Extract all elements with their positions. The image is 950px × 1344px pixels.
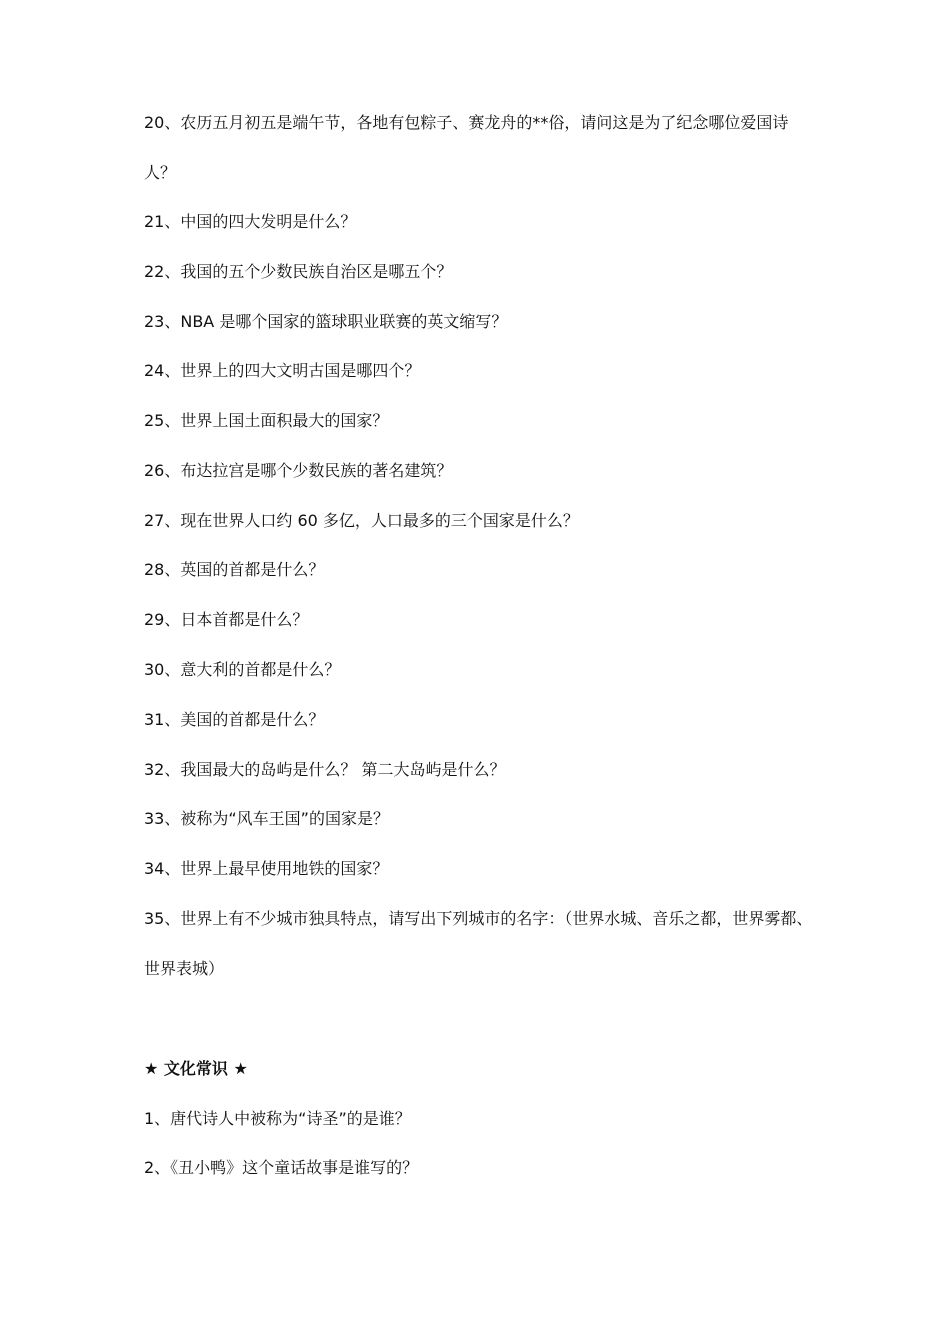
- question-28: 28、英国的首都是什么？: [144, 560, 325, 579]
- question-35: 35、世界上有不少城市独具特点，请写出下列城市的名字：（世界水城、音乐之都，世界雾都、世界表城）: [144, 909, 813, 978]
- question-culture-2: 2、《丑小鸭》这个童话故事是谁写的？: [144, 1158, 419, 1177]
- question-31: 31、美国的首都是什么？: [144, 710, 325, 729]
- question-24: 24、世界上的四大文明古国是哪四个？: [144, 361, 421, 380]
- question-32: 32、我国最大的岛屿是什么？ 第二大岛屿是什么？: [144, 760, 506, 779]
- question-20: 20、农历五月初五是端午节，各地有包粽子、赛龙舟的**俗，请问这是为了纪念哪位爱国诗人？: [144, 113, 789, 182]
- question-34: 34、世界上最早使用地铁的国家？: [144, 859, 389, 878]
- question-29: 29、日本首都是什么？: [144, 610, 309, 629]
- question-23: 23、NBA 是哪个国家的篮球职业联赛的英文缩写？: [144, 312, 508, 331]
- question-21: 21、中国的四大发明是什么？: [144, 212, 357, 231]
- question-27: 27、现在世界人口约 60 多亿，人口最多的三个国家是什么？: [144, 511, 579, 530]
- question-culture-1: 1、唐代诗人中被称为“诗圣”的是谁？: [144, 1109, 411, 1128]
- question-22: 22、我国的五个少数民族自治区是哪五个？: [144, 262, 453, 281]
- question-26: 26、布达拉宫是哪个少数民族的著名建筑？: [144, 461, 453, 480]
- question-33: 33、被称为“风车王国”的国家是？: [144, 809, 389, 828]
- question-30: 30、意大利的首都是什么？: [144, 660, 341, 679]
- question-25: 25、世界上国土面积最大的国家？: [144, 411, 389, 430]
- section-heading: ★ 文化常识 ★: [144, 1059, 248, 1078]
